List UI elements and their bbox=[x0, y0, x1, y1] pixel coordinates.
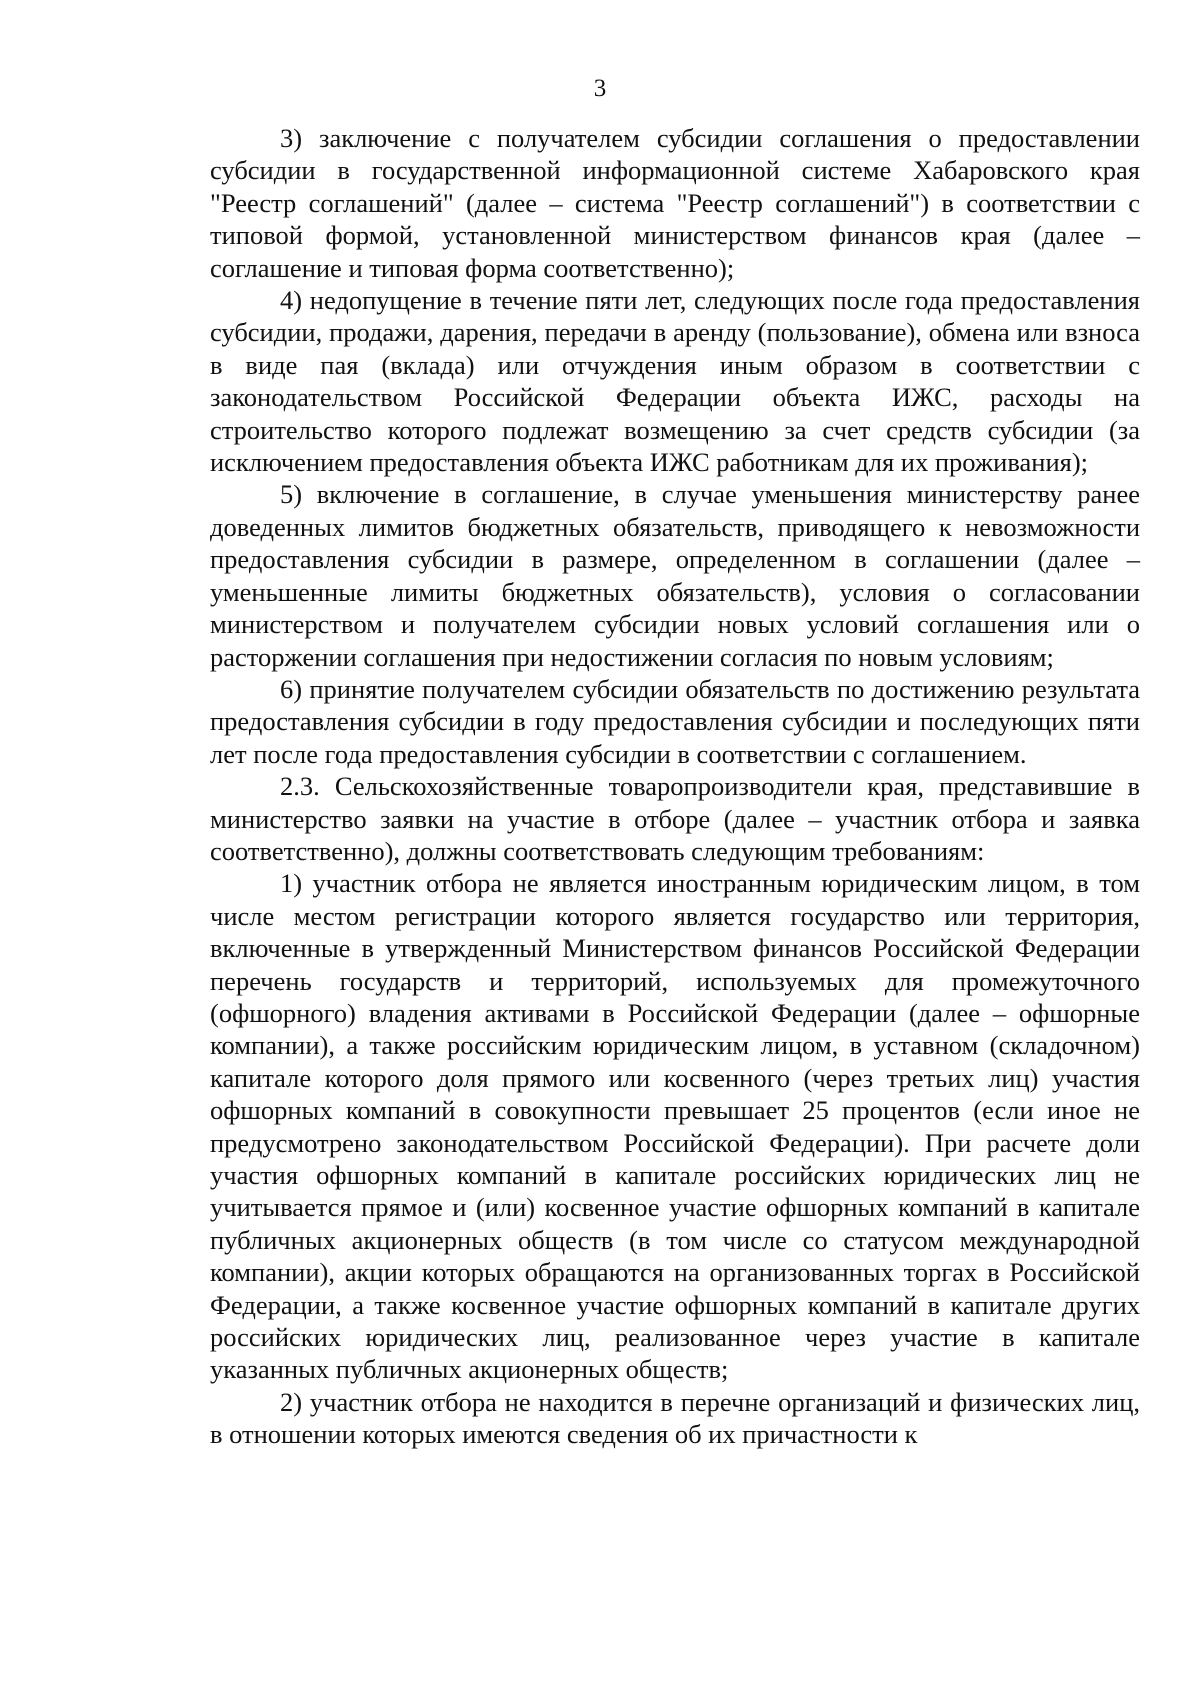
paragraph-item-6-obligations: 6) принятие получателем субсидии обязательств по достижению результата предоставления субсидии в году предоставления субсидии и последующих пяти лет после года предоставления субсидии в соответствии с соглашением. bbox=[210, 673, 1140, 769]
paragraph-item-5-reduced-limits: 5) включение в соглашение, в случае уменьшения министерству ранее доведенных лимитов бюджетных обязательств, приводящего к невозможности предоставления субсидии в размере, определенном в соглашении (далее – уменьшенные лимиты бюджетных обязательств), условия о согласовании министерством и получателем субсидии новых условий соглашения или о расторжении соглашения при недостижении согласия по новым условиям; bbox=[210, 479, 1140, 672]
document-body bbox=[210, 122, 1140, 1451]
paragraph-item-3-agreement: 3) заключение с получателем субсидии соглашения о предоставлении субсидии в государственной информационной системе Хабаровского края "Реестр соглашений" (далее – система "Реестр соглашений") в соответствии с типовой формой, установленной министерством финансов края (далее – соглашение и типовая форма соответственно); bbox=[210, 123, 1140, 283]
paragraph-requirement-2-list: 2) участник отбора не находится в перечне организаций и физических лиц, в отношении которых имеются сведения об их причастности к bbox=[210, 1386, 1140, 1450]
paragraph-item-4-no-sale: 4) недопущение в течение пяти лет, следующих после года предоставления субсидии, продажи, дарения, передачи в аренду (пользование), обмена или взноса в виде пая (вклада) или отчуждения иным образом в соответствии с законодательством Российской Федерации объекта ИЖС, расходы на строительство которого подлежат возмещению за счет средств субсидии (за исключением предоставления объекта ИЖС работникам для их проживания); bbox=[210, 285, 1140, 478]
paragraph-section-2-3: 2.3. Сельскохозяйственные товаропроизводители края, представившие в министерство заявки на участие в отборе (далее – участник отбора и заявка соответственно), должны соответствовать следующим требованиям: bbox=[210, 771, 1140, 866]
paragraph-requirement-1-offshore: 1) участник отбора не является иностранным юридическим лицом, в том числе местом регистрации которого является государство или территория, включенные в утвержденный Министерством финансов Российской Федерации перечень государств и территорий, используемых для промежуточного (офшорного) владения активами в Российской Федерации (далее – офшорные компании), а также российским юридическим лицом, в уставном (складочном) капитале которого доля прямого или косвенного (через третьих лиц) участия офшорных компаний в совокупности превышает 25 процентов (если иное не предусмотрено законодательством Российской Федерации). При расчете доли участия офшорных компаний в капитале российских юридических лиц не учитывается прямое и (или) косвенное участие офшорных компаний в капитале публичных акционерных обществ (в том числе со статусом международной компании), акции которых обращаются на организованных торгах в Российской Федерации, а также косвенное участие офшорных компаний в капитале других российских юридических лиц, реализованное через участие в капитале указанных публичных акционерных обществ; bbox=[210, 868, 1140, 1385]
page-number: 3 bbox=[593, 75, 607, 102]
